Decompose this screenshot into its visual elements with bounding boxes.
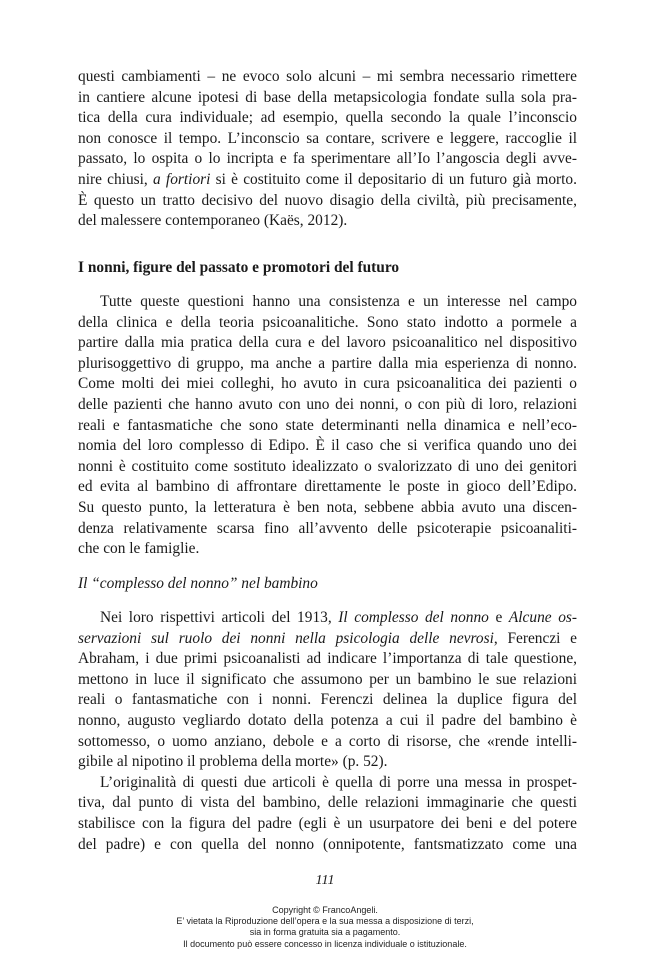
text-line: questi cambiamenti – ne evoco solo alcuni – mi sembra necessario rimettere — [78, 68, 577, 85]
footer-line: sia in forma gratuita sia a pagamento. — [249, 927, 401, 938]
text-line: nomia del loro complesso di Edipo. È il caso che si verifica quando uno dei — [78, 437, 577, 455]
text-line: del malessere contemporaneo (Kaës, 2012). — [78, 212, 348, 230]
text-line: È questo un tratto decisivo del nuovo disagio della civiltà, più precisamente, — [78, 191, 577, 209]
text-line: reali e fantasmatiche che sono state determinanti nella dinamica e nell’eco- — [78, 416, 577, 434]
text-line: passato, lo ospita o lo incripta e fa sperimentare all’Io l’angoscia degli avve- — [78, 150, 577, 168]
text-line: della clinica e della teoria psicoanalitiche. Sono stato indotto a pormele a — [78, 313, 577, 331]
work-title: servazioni sul ruolo dei nonni nella psicologia delle nevrosi — [78, 629, 494, 647]
text-line: nonno, augusto vegliardo dotato della potenza a cui il padre del bambino è — [78, 711, 577, 729]
section-paragraph — [78, 292, 577, 560]
text-line: ed evita al bambino di affrontare direttamente le poste in gioco dell’Edipo. — [78, 478, 577, 496]
footer-line: E’ vietata la Riproduzione dell’opera e la sua messa a disposizione di terzi, — [176, 916, 474, 927]
section-heading: I nonni, figure del passato e promotori del futuro — [78, 259, 400, 276]
intro-paragraph — [78, 67, 577, 232]
text-line: in cantiere alcune ipotesi di base della metapsicologia fondate sulla sola pra- — [78, 88, 577, 106]
text-line: nire chiusi, a fortiori si è costituito come il depositario di un futuro già morto. — [78, 170, 577, 188]
footer-line: Il documento può essere concesso in licenza individuale o istituzionale. — [183, 938, 467, 949]
work-title: Alcune os- — [508, 609, 578, 626]
text-line: plurisoggettivo di gruppo, ma anche a partire dalla mia esperienza di nonno. — [78, 354, 577, 372]
text-line: partire dalla mia pratica della cura e del lavoro psicoanalitico nel dispositivo — [78, 334, 577, 352]
text-line: sottomesso, o uomo anziano, debole e a corto di risorse, che «rende intelli- — [78, 732, 577, 750]
text-line: Nei loro rispettivi articoli del 1913, Il complesso del nonno e Alcune os- — [100, 609, 578, 626]
text-line: L’originalità di questi due articoli è quella di porre una messa in prospet- — [100, 773, 577, 791]
text-line: mettono in luce il significato che assumono per un bambino le sue relazioni — [78, 670, 577, 688]
copyright-footer — [0, 905, 650, 950]
text-line: Su questo punto, la letteratura è ben nota, sebbene abbia avuto una discen- — [78, 498, 577, 516]
text-line: Tutte queste questioni hanno una consistenza e un interesse nel campo — [100, 293, 577, 310]
text-line: Come molti dei miei colleghi, ho avuto in cura psicoanalitica dei pazienti o — [78, 375, 577, 393]
text-line: che con le famiglie. — [78, 540, 200, 558]
text-line: denza relativamente scarsa fino all’avvento delle psicoterapie psicoanaliti- — [78, 519, 577, 537]
latin-term: a fortiori — [153, 170, 211, 188]
text-line: non conosce il tempo. L’inconscio sa contare, scrivere e leggere, raccoglie il — [78, 129, 577, 147]
text-line: Abraham, i due primi psicoanalisti ad indicare l’importanza di tale questione, — [78, 650, 577, 668]
text-line: del padre) e con quella del nonno (onnipotente, fantsmatizzato come una — [78, 835, 577, 853]
subsection-heading: Il “complesso del nonno” nel bambino — [78, 575, 318, 592]
text-line: tiva, dal punto di vista del bambino, delle relazioni immaginarie che questi — [78, 794, 577, 812]
text-line: reali o fantasmatiche con i nonni. Ferenczi delinea la duplice figura del — [78, 691, 577, 709]
text-line: nonni è costituito come sostituto idealizzato o svalorizzato di uno dei genitori — [78, 457, 577, 475]
text-line: servazioni sul ruolo dei nonni nella psicologia delle nevrosi, Ferenczi e — [78, 629, 577, 647]
footer-line: Copyright © FrancoAngeli. — [272, 905, 378, 915]
text-line: delle pazienti che hanno avuto con uno dei nonni, o con più di loro, relazioni — [78, 395, 577, 413]
page-number: 111 — [315, 873, 335, 888]
text-line: gibile al nipotino il problema della morte» (p. 52). — [78, 753, 388, 771]
text-line: tica della cura individuale; ad esempio, quella secondo la quale l’inconscio — [78, 109, 577, 127]
work-title: Il complesso del nonno — [338, 609, 489, 626]
text-line: stabilisce con la figura del padre (egli è un usurpatore dei beni e del potere — [78, 814, 577, 832]
subsection-paragraph — [78, 608, 577, 855]
